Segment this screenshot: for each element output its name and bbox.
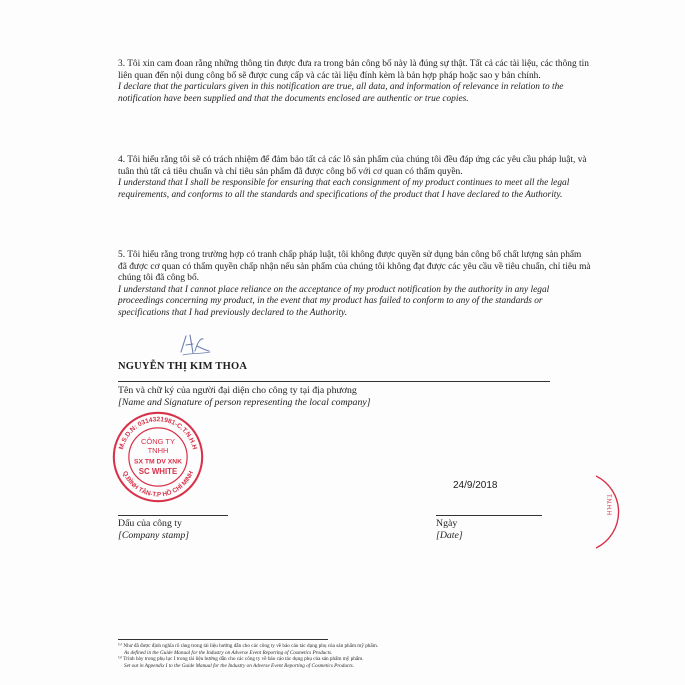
date-line: [436, 515, 542, 516]
date-caption-english: [Date]: [436, 530, 463, 541]
edge-seal-text: T.N.H.H: [605, 494, 611, 515]
seal-ring-bottom-text: Q.BÌNH TÂN-T.P HỒ CHÍ MINH: [120, 470, 196, 499]
clause-3: [118, 59, 592, 105]
date-caption-vietnamese: Ngày: [436, 518, 458, 529]
footnote-1-vietnamese: ⁽¹⁾ Như đã được định nghĩa rõ ràng trong tài liệu hướng dẫn cho các công ty về báo cáo tác dụng phụ của sản phẩm mỹ phẩm.: [118, 643, 379, 649]
company-stamp-caption-english: [Company stamp]: [118, 530, 190, 541]
clause-5-vietnamese: 5. Tôi hiểu rằng trong trường hợp có tranh chấp pháp luật, tôi không được quyền sử dụng bản công bố chất lượng sản phẩm đã được cơ quan có thẩm quyền chấp nhận nếu sản phẩm của chúng tôi không đạt được các yêu cầu về tiêu chuẩn, chỉ tiêu mà chúng tôi đã công bố.: [118, 250, 591, 284]
footnotes: [118, 643, 588, 669]
date-value: 24/9/2018: [453, 480, 498, 491]
clause-4-english: I understand that I shall be responsible for ensuring that each consignment of my product continues to meet all the legal requirements, and conforms to all the standards and specifications of the product that I have declared to the Authority.: [118, 178, 570, 200]
company-stamp-caption: [118, 518, 189, 542]
signature-caption-english: [Name and Signature of person representing the local company]: [118, 397, 371, 408]
footnote-1-english: As defined in the Guide Manual for the Industry on Adverse Event Reporting of Cosmetics Products.: [124, 649, 333, 656]
footnote-separator: [118, 639, 328, 640]
clause-3-english: I declare that the particulars given in this notification are true, all data, and information of relevance in relation to the notification have been supplied and that the documents enclosed are authentic or true copies.: [118, 82, 564, 104]
edge-seal-fragment: [592, 472, 622, 552]
signature-line: [118, 381, 550, 382]
footnote-2-vietnamese: ⁽²⁾ Trình bày trong phụ lục I trong tài liệu hướng dẫn cho các công ty về báo cáo tác dụng phụ của sản phẩm mỹ phẩm.: [118, 656, 364, 663]
seal-line-2: TNHH: [147, 446, 169, 456]
clause-5-english: I understand that I cannot place reliance on the acceptance of my product notification by the authority in any legal proceedings concerning my product, in the event that my product has failed to conform to any of the standards or specifications that I had previously declared to the Authority.: [118, 284, 550, 318]
seal-line-1: CÔNG TY: [140, 436, 176, 446]
date-caption: [436, 518, 463, 542]
clause-4: [118, 155, 592, 201]
handwritten-signature: [178, 331, 214, 357]
seal-line-4: SC WHITE: [138, 466, 178, 476]
company-seal: [111, 410, 205, 504]
signature-caption-vietnamese: Tên và chữ ký của người đại diện cho công ty tại địa phương: [118, 385, 357, 396]
clause-4-vietnamese: 4. Tôi hiểu rằng tôi sẽ có trách nhiệm để đảm bảo tất cả các lô sản phẩm của chúng tôi đều đáp ứng các yêu cầu pháp luật, và tuân thủ tất cả tiêu chuẩn và chỉ tiêu sản phẩm đã được công bố với cơ quan có thẩm quyền.: [118, 155, 587, 177]
company-stamp-caption-vietnamese: Dấu của công ty: [118, 518, 182, 529]
seal-ring-top-text: M.S.D.N: 0314321981-C.T.N.H.H: [118, 416, 198, 451]
company-stamp-line: [118, 515, 228, 516]
clause-5: [118, 250, 592, 320]
footnote-2-english: Set out in Appendix I to the Guide Manual for the Industry on Adverse Event Reporting of Cosmetics Products.: [124, 662, 354, 669]
seal-line-3: SX TM DV XNK: [133, 458, 183, 466]
signature-caption: [118, 385, 371, 409]
clause-3-vietnamese: 3. Tôi xin cam đoan rằng những thông tin được đưa ra trong bản công bố này là đúng sự thật. Tất cả các tài liệu, các thông tin liên quan đến nội dung công bố sẽ được cung cấp và các tài liệu đính kèm là bản hợp pháp hoặc sao y bản chính.: [118, 59, 589, 81]
signer-name: NGUYỄN THỊ KIM THOA: [118, 361, 248, 372]
